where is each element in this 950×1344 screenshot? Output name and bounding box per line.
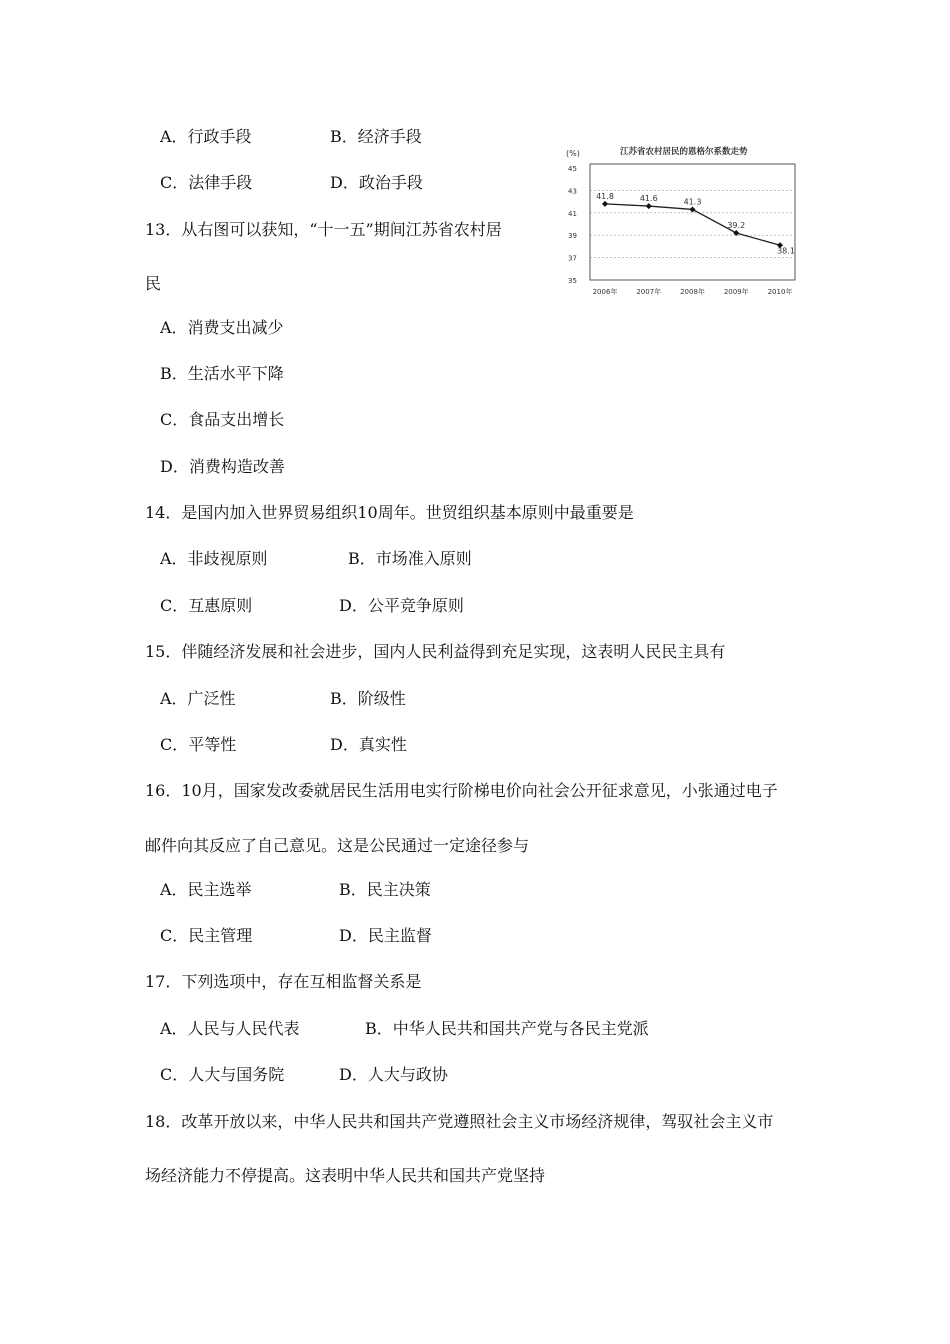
data-point [646, 203, 652, 209]
data-point [602, 201, 608, 207]
data-label: 41.8 [596, 191, 614, 201]
q17-option-d: D．人大与政协 [339, 1065, 448, 1084]
q14-option-c: C．互惠原则 [160, 596, 253, 615]
q12-option-d: D．政治手段 [330, 173, 423, 192]
q14-option-d: D．公平竞争原则 [339, 596, 464, 615]
q16-option-d: D．民主监督 [339, 926, 432, 945]
q12-option-a: A．行政手段 [160, 127, 252, 146]
q17-option-b: B．中华人民共和国共产党与各民主党派 [365, 1019, 649, 1038]
q13-option-d: D．消费构造改善 [160, 457, 285, 476]
q16-option-c: C．民主管理 [160, 926, 253, 945]
y-tick-label: 45 [568, 165, 577, 173]
q17-option-a: A．人民与人民代表 [160, 1019, 300, 1038]
q13-option-b: B．生活水平下降 [160, 364, 284, 383]
y-tick-label: 41 [568, 209, 577, 218]
q17-stem: 17．下列选项中，存在互相监督关系是 [145, 972, 422, 991]
data-label: 38.1 [777, 246, 795, 256]
q13-stem-line1: 13．从右图可以获知，“十一五”期间江苏省农村居 [145, 220, 502, 239]
engel-coefficient-chart [560, 138, 810, 303]
q13-stem-line2: 民 [145, 274, 162, 293]
y-tick-label: 39 [568, 232, 577, 241]
chart-frame [590, 164, 795, 280]
q17-option-c: C．人大与国务院 [160, 1065, 285, 1084]
q13-option-a: A．消费支出减少 [160, 318, 284, 337]
x-tick-label: 2006年 [592, 288, 618, 296]
q15-option-d: D．真实性 [330, 735, 407, 754]
data-label: 39.2 [727, 220, 746, 230]
y-tick-label: 37 [568, 254, 577, 263]
chart-unit-label: (%) [566, 149, 580, 158]
x-tick-label: 2009年 [723, 288, 749, 296]
q14-stem: 14．是国内加入世界贸易组织10周年。世贸组织基本原则中最重要是 [145, 503, 634, 522]
q16-option-a: A．民主选举 [160, 880, 252, 899]
q13-option-c: C．食品支出增长 [160, 410, 285, 429]
q15-option-b: B．阶级性 [330, 689, 406, 708]
q18-stem-line2: 场经济能力不停提高。这表明中华人民共和国共产党坚持 [145, 1166, 546, 1185]
q16-option-b: B．民主决策 [339, 880, 431, 899]
y-tick-label: 43 [568, 187, 577, 196]
q12-option-c: C．法律手段 [160, 173, 253, 192]
q14-option-a: A．非歧视原则 [160, 549, 268, 568]
q15-option-c: C．平等性 [160, 735, 237, 754]
q15-option-a: A．广泛性 [160, 689, 236, 708]
data-point [690, 206, 696, 212]
q12-option-b: B．经济手段 [330, 127, 422, 146]
q15-stem: 15．伴随经济发展和社会进步，国内人民利益得到充足实现，这表明人民民主具有 [145, 642, 726, 661]
x-tick-label: 2007年 [636, 288, 662, 296]
data-label: 41.3 [683, 197, 702, 207]
x-tick-label: 2010年 [767, 288, 793, 296]
chart-title: 江苏省农村居民的恩格尔系数走势 [620, 147, 748, 157]
q16-stem-line2: 邮件向其反应了自己意见。这是公民通过一定途径参与 [145, 836, 530, 855]
q18-stem-line1: 18．改革开放以来，中华人民共和国共产党遵照社会主义市场经济规律，驾驭社会主义市 [145, 1112, 774, 1131]
data-label: 41.6 [639, 194, 658, 204]
y-tick-label: 35 [568, 277, 577, 285]
q14-option-b: B．市场准入原则 [348, 549, 472, 568]
q16-stem-line1: 16．10月，国家发改委就居民生活用电实行阶梯电价向社会公开征求意见，小张通过电子 [145, 781, 778, 800]
x-tick-label: 2008年 [680, 288, 705, 296]
